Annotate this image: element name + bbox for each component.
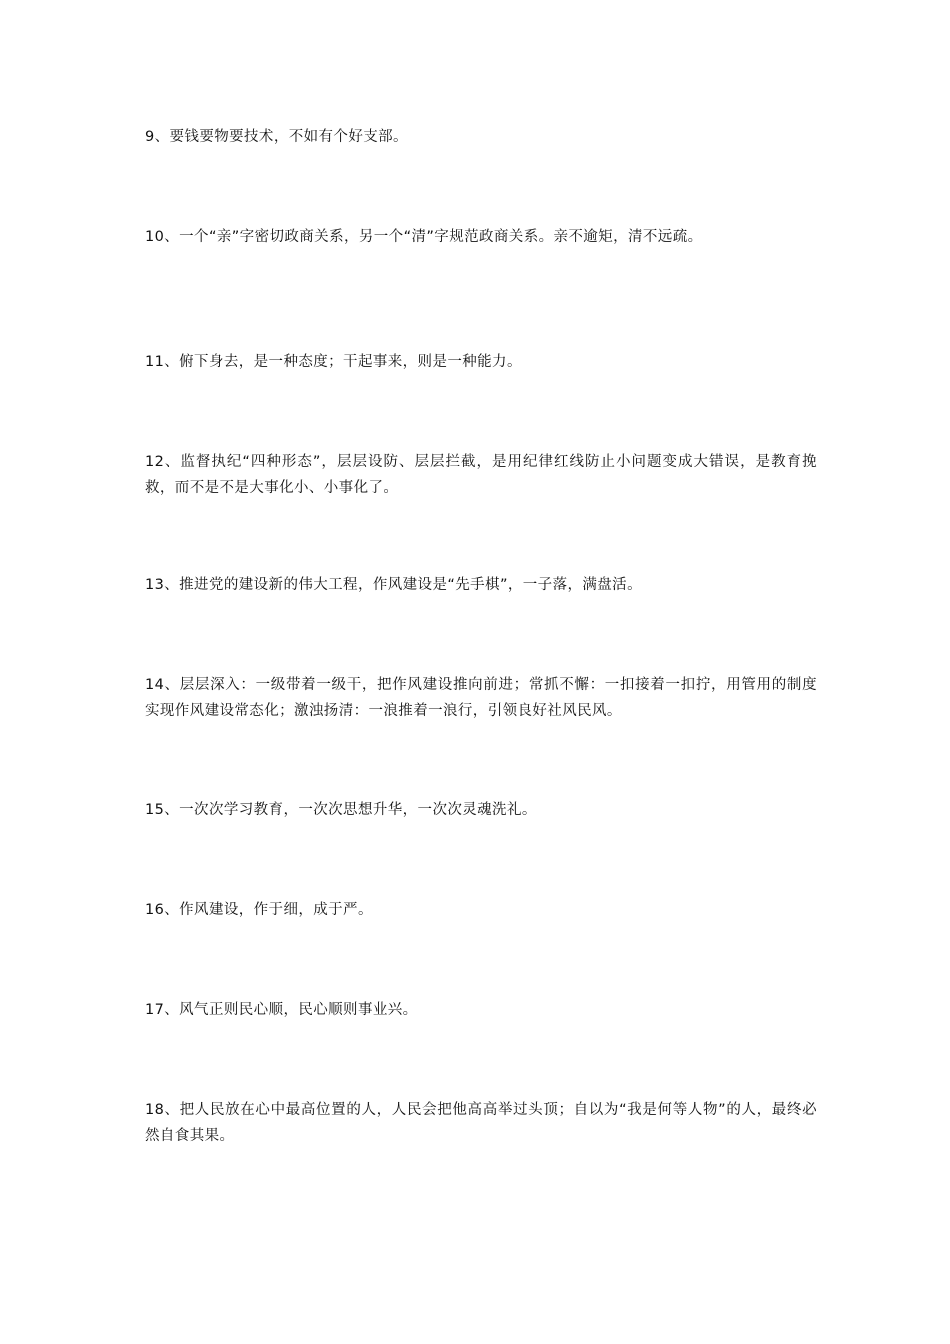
- paragraph-14: 14、层层深入：一级带着一级干，把作风建设推向前进；常抓不懈：一扣接着一扣拧，用管用的制度实现作风建设常态化；激浊扬清：一浪推着一浪行，引领良好社风民风。: [145, 677, 817, 719]
- paragraph-10: 10、一个“亲”字密切政商关系，另一个“清”字规范政商关系。亲不逾矩，清不远疏。: [145, 229, 703, 245]
- paragraph-13: 13、推进党的建设新的伟大工程，作风建设是“先手棋”，一子落，满盘活。: [145, 577, 642, 593]
- paragraph-15: 15、一次次学习教育，一次次思想升华，一次次灵魂洗礼。: [145, 802, 537, 818]
- paragraph-9: 9、要钱要物要技术，不如有个好支部。: [145, 129, 408, 145]
- paragraph-12: 12、监督执纪“四种形态”，层层设防、层层拦截，是用纪律红线防止小问题变成大错误，是教育挽救，而不是不是大事化小、小事化了。: [145, 454, 817, 496]
- paragraph-17: 17、风气正则民心顺，民心顺则事业兴。: [145, 1002, 418, 1018]
- paragraph-18: 18、把人民放在心中最高位置的人，人民会把他高高举过头顶；自以为“我是何等人物”的人，最终必然自食其果。: [145, 1102, 817, 1144]
- paragraph-16: 16、作风建设，作于细，成于严。: [145, 902, 373, 918]
- paragraph-11: 11、俯下身去，是一种态度；干起事来，则是一种能力。: [145, 354, 522, 370]
